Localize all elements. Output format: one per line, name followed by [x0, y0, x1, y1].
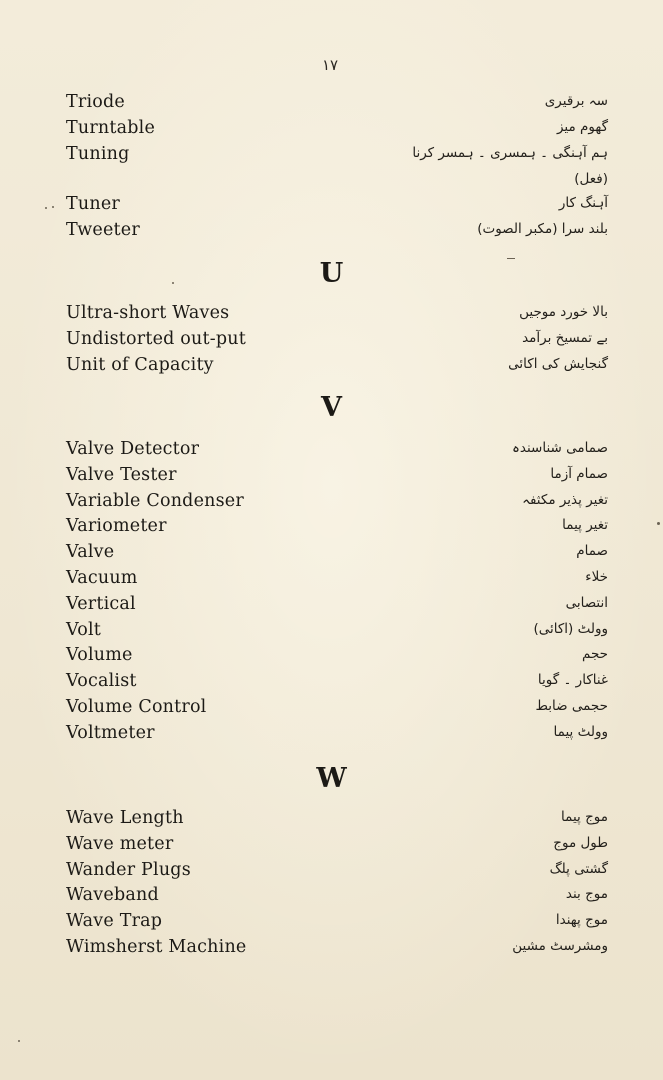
glossary-entry: [0, 465, 663, 491]
english-term: Voltmeter: [66, 722, 155, 743]
glossary-entry: [0, 220, 663, 246]
urdu-term: گنجایش کی اکائی: [508, 355, 608, 372]
urdu-term: طول موج: [553, 834, 608, 851]
urdu-term: ہم آہنگی ۔ ہمسری ۔ ہمسر کرنا: [412, 144, 608, 161]
glossary-entry: [0, 542, 663, 568]
english-term: Unit of Capacity: [66, 354, 214, 375]
english-term: Wave Length: [66, 808, 184, 828]
urdu-term: موج پھندا: [555, 912, 608, 929]
glossary-entry: [0, 860, 663, 886]
glossary-entry: [0, 671, 663, 697]
glossary-entry: [0, 697, 663, 723]
english-term: Vacuum: [66, 567, 138, 588]
urdu-term: بلند سرا (مکبر الصوت): [477, 221, 608, 238]
section-heading-v: V: [321, 392, 342, 423]
english-term: Tweeter: [66, 220, 140, 241]
english-term: Tuning: [66, 143, 130, 164]
english-term: Wander Plugs: [66, 859, 191, 880]
section-heading-u: U: [319, 258, 344, 289]
glossary-entry: [0, 594, 663, 620]
english-term: Volt: [66, 619, 101, 640]
urdu-term: تغیر پذیر مکثفہ: [522, 491, 608, 508]
english-term: Wave meter: [66, 833, 174, 854]
glossary-entry: [0, 911, 663, 937]
urdu-term: گھوم میز: [556, 118, 608, 135]
glossary-entry: [0, 92, 663, 118]
scan-speck: [657, 522, 660, 525]
urdu-term: ومشرسٹ مشین: [512, 937, 608, 954]
urdu-term: انتصابی: [565, 594, 608, 611]
english-term: Turntable: [66, 117, 156, 138]
scan-speck: [507, 258, 515, 259]
english-term: Volume Control: [66, 696, 207, 717]
urdu-term: حجم: [581, 646, 608, 663]
glossary-entry: [0, 118, 663, 144]
urdu-term: تغیر پیما: [562, 517, 608, 534]
urdu-term: وولٹ پیما: [553, 723, 608, 740]
glossary-entry: [0, 329, 663, 355]
scan-speck: [18, 1040, 20, 1042]
glossary-entry: [0, 834, 663, 860]
english-term: Valve Tester: [66, 464, 177, 485]
urdu-term: خلاء: [585, 568, 608, 585]
glossary-entry: [0, 620, 663, 646]
section-w: [0, 808, 663, 963]
english-term: Undistorted out-put: [66, 328, 246, 349]
scan-speck: [172, 282, 174, 284]
english-term: Vocalist: [66, 671, 137, 692]
urdu-term: وولٹ (اکائی): [533, 620, 608, 637]
urdu-term: حجمی ضابط: [535, 697, 608, 714]
urdu-term: غناکار ۔ گویا: [537, 672, 608, 689]
english-term: Valve Detector: [66, 439, 200, 459]
urdu-term: صمام: [576, 543, 608, 560]
glossary-entry: [0, 808, 663, 834]
urdu-term: بالا خورد موجیں: [519, 304, 608, 320]
urdu-term: آہنگ کار: [558, 195, 608, 212]
urdu-term: گشتی پلگ: [549, 860, 608, 877]
urdu-term: موج بند: [565, 886, 608, 903]
urdu-term: موج پیما: [561, 809, 608, 825]
glossary-entry: [0, 144, 663, 170]
english-term: Wimsherst Machine: [66, 936, 247, 957]
glossary-entry: [0, 303, 663, 329]
glossary-entry: [0, 355, 663, 381]
english-term: Waveband: [66, 885, 159, 906]
urdu-term: صمام آزما: [550, 465, 608, 482]
glossary-entry: [0, 885, 663, 911]
english-term: Valve: [66, 542, 115, 563]
glossary-entry: [0, 516, 663, 542]
english-term: Vertical: [66, 593, 136, 614]
english-term: Variometer: [66, 516, 167, 537]
section-t: [0, 92, 663, 246]
urdu-term: بے تمسیخ برآمد: [522, 329, 608, 346]
urdu-term: صمامی شناسندہ: [511, 440, 608, 456]
scan-speck: [52, 206, 54, 208]
glossary-entry-continuation: [0, 169, 663, 194]
glossary-entry: [0, 439, 663, 465]
english-term: Variable Condenser: [66, 490, 244, 511]
english-term: Wave Trap: [66, 911, 163, 932]
section-heading-w: W: [316, 763, 347, 794]
section-v: [0, 439, 663, 749]
english-term: Volume: [66, 645, 133, 666]
glossary-entry: [0, 194, 663, 220]
glossary-entry: [0, 937, 663, 963]
urdu-term-continuation: (فعل): [574, 171, 608, 188]
urdu-term: سہ برقیری: [544, 93, 608, 109]
scan-speck: [45, 207, 47, 209]
glossary-entry: [0, 491, 663, 517]
english-term: Tuner: [66, 194, 120, 215]
english-term: Triode: [66, 92, 125, 112]
section-u: [0, 303, 663, 380]
page-number: ۱۷: [322, 56, 339, 74]
glossary-entry: [0, 568, 663, 594]
glossary-entry: [0, 645, 663, 671]
english-term: Ultra-short Waves: [66, 303, 230, 323]
glossary-entry: [0, 723, 663, 749]
